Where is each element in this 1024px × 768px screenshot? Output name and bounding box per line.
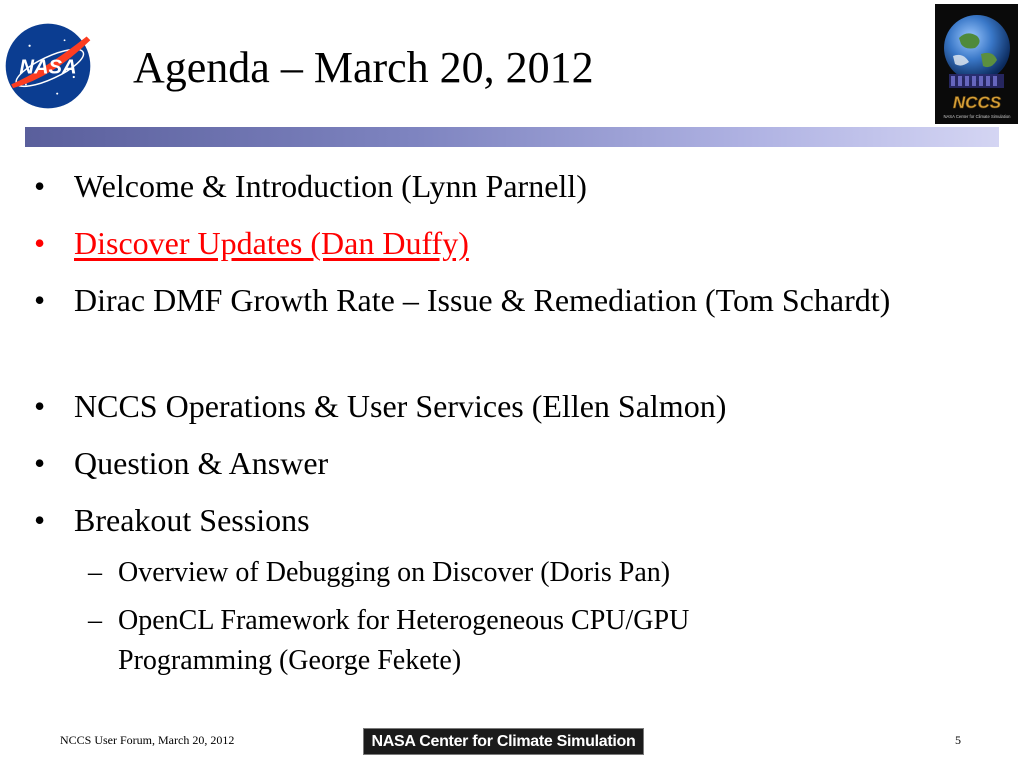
agenda-item-text: Dirac DMF Growth Rate – Issue & Remediation (Tom Schardt) [74,282,891,318]
agenda-item-text: NCCS Operations & User Services (Ellen Salmon) [74,388,727,424]
bullet-symbol: • [34,282,46,318]
nasa-logo-text: NASA [19,56,77,79]
nasa-logo [2,20,94,112]
footer-event-label: NCCS User Forum, March 20, 2012 [60,733,235,747]
title-divider-bar [25,127,999,147]
agenda-item-highlighted[interactable] [34,219,974,267]
page-number: 5 [955,733,961,747]
slide-title: Agenda – March 20, 2012 [133,43,594,92]
agenda-item [34,382,974,430]
bullet-symbol: • [34,225,46,261]
nccs-logo [935,4,1018,124]
footer-badge-text: NASA Center for Climate Simulation [371,732,636,750]
bullet-symbol: • [34,502,46,538]
bullet-symbol: • [34,388,46,424]
agenda-sub-item [88,601,848,681]
nccs-logo-text: NCCS [952,93,1002,112]
agenda-item-link[interactable]: Discover Updates (Dan Duffy) [74,225,469,261]
footer-nccs-badge [363,728,644,755]
agenda-item-text: Breakout Sessions [74,502,310,538]
bullet-symbol: • [34,168,46,204]
sub-bullet-symbol: – [88,605,102,636]
agenda-item [34,162,974,210]
agenda-item [34,276,974,324]
sub-bullet-symbol: – [88,557,102,588]
agenda-sub-item [88,553,848,593]
agenda-sub-item-text: Overview of Debugging on Discover (Doris Pan) [118,557,671,588]
agenda-sub-item-text: OpenCL Framework for Heterogeneous CPU/GPU Programming (George Fekete) [118,605,690,676]
nccs-logo-caption: NASA Center for Climate Simulation [943,114,1011,119]
agenda-item-text: Question & Answer [74,445,329,481]
agenda-item [34,439,974,487]
agenda-item-text: Welcome & Introduction (Lynn Parnell) [74,168,587,204]
agenda-item [34,496,974,544]
bullet-symbol: • [34,445,46,481]
